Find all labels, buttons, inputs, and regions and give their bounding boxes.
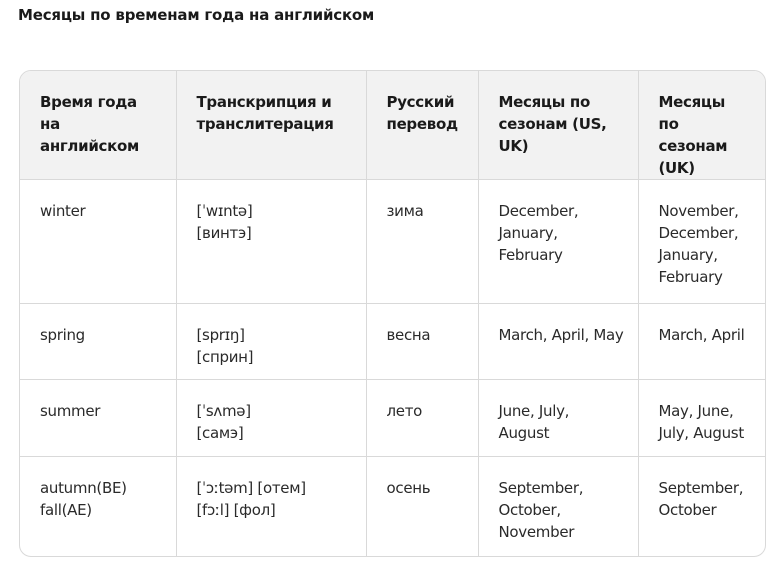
header-months-uk: Месяцы по сезонам (UK) xyxy=(638,71,766,180)
cell-months-uk: May, June, July, August xyxy=(638,380,766,457)
header-transcription: Транскрипция и транслитерация xyxy=(176,71,366,180)
cell-season xyxy=(20,456,176,556)
transcription-ipa: [ˈsʌmə] xyxy=(196,402,251,421)
transcription-autumn: [ˈɔːtəm] [отем] xyxy=(196,478,306,497)
transcription-ipa: [sprɪŋ] xyxy=(196,325,245,344)
table-row xyxy=(20,456,766,556)
cell-months-uk: September, October xyxy=(658,478,744,519)
transcription-translit: [винтэ] xyxy=(196,224,252,242)
page-title: Месяцы по временам года на английском xyxy=(18,6,375,24)
cell-months-uk: November, December, January, February xyxy=(638,180,766,304)
cell-transcription xyxy=(176,180,366,304)
cell-russian: лето xyxy=(366,380,478,457)
transcription-translit: [сприн] xyxy=(196,347,254,366)
table-header-row xyxy=(20,71,766,180)
cell-russian: весна xyxy=(366,303,478,380)
table-row xyxy=(20,380,766,457)
cell-months-us-uk: June, July, August xyxy=(478,380,638,457)
cell-season: summer xyxy=(20,380,176,457)
cell-months-us-uk: December, January, February xyxy=(478,180,638,304)
transcription-ipa: [ˈwɪntə] xyxy=(196,202,253,220)
seasons-table-grid xyxy=(20,71,766,556)
cell-transcription xyxy=(176,380,366,457)
table-row xyxy=(20,303,766,380)
cell-transcription xyxy=(176,303,366,380)
cell-months-uk: March, April xyxy=(638,303,766,380)
transcription-translit: [самэ] xyxy=(196,424,244,443)
cell-season: spring xyxy=(20,303,176,380)
season-american: fall(AE) xyxy=(40,500,92,519)
cell-months-us-uk: September, October, November xyxy=(478,456,638,556)
cell-russian: зима xyxy=(366,180,478,304)
cell-transcription xyxy=(176,456,366,556)
cell-season: winter xyxy=(20,180,176,304)
cell-months-us-uk: March, April, May xyxy=(478,303,638,380)
transcription-fall: [fɔːl] [фол] xyxy=(196,500,276,519)
header-season: Время года на английском xyxy=(20,71,176,180)
cell-russian: осень xyxy=(366,456,478,556)
seasons-table xyxy=(19,70,766,557)
table-row xyxy=(20,180,766,304)
header-months-us-uk: Месяцы по сезонам (US, UK) xyxy=(478,71,638,180)
season-british: autumn(BE) xyxy=(40,478,127,497)
header-russian: Русский перевод xyxy=(366,71,478,180)
